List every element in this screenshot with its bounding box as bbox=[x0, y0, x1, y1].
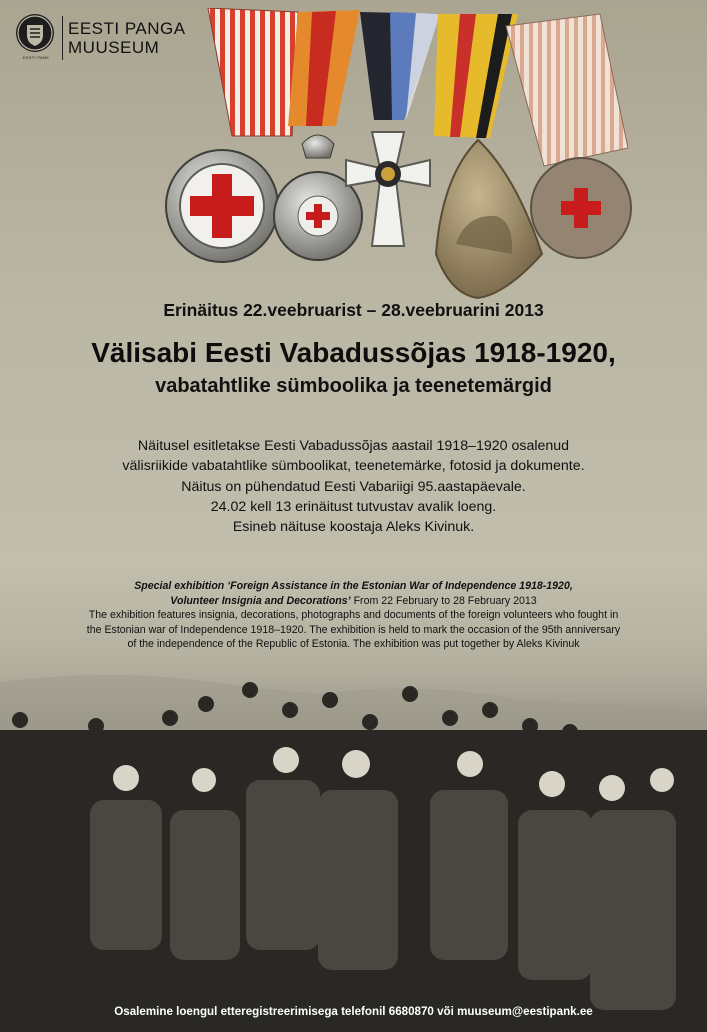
exhibition-subtitle: vabatahtlike sümboolika ja teenetemärgid bbox=[155, 375, 552, 397]
description-line: Näitusel esitletakse Eesti Vabadussõjas aastail 1918–1920 osalenud bbox=[137, 438, 570, 454]
logo-line-1: EESTI PANGA bbox=[68, 19, 186, 38]
seal-caption: EESTI PANK bbox=[22, 55, 50, 60]
english-body-line: of the independence of the Republic of Estonia. The exhibition was put together by Aleks Kivinuk bbox=[127, 638, 580, 651]
medal-round-red-cross bbox=[531, 158, 631, 258]
english-description bbox=[0, 579, 707, 652]
logo-divider bbox=[62, 16, 63, 60]
medal-crowned-badge bbox=[274, 135, 362, 260]
exhibition-title: Välisabi Eesti Vabadussõjas 1918-1920, bbox=[91, 337, 616, 368]
medal-ribbon-yellow bbox=[434, 14, 518, 138]
english-dates: From 22 February to 28 February 2013 bbox=[350, 594, 537, 607]
volunteers-group-photo bbox=[0, 660, 707, 1032]
exhibition-dates: Erinäitus 22.veebruarist – 28.veebruarini 2013 bbox=[163, 300, 544, 320]
english-body-line: the Estonian war of Independence 1918–1920. The exhibition is held to mark the occasion of the 95th anniversary bbox=[86, 623, 621, 636]
description-line: Esineb näituse koostaja Aleks Kivinuk. bbox=[232, 519, 475, 536]
english-body-line: The exhibition features insignia, decorations, photographs and documents of the foreign volunteers who fought in bbox=[88, 609, 619, 622]
english-title-line-2: Volunteer Insignia and Decorations’ bbox=[170, 594, 351, 607]
estonian-description bbox=[0, 436, 707, 537]
description-line: 24.02 kell 13 erinäitust tutvustav avalik loeng. bbox=[210, 498, 497, 515]
medal-ribbon-orange bbox=[288, 10, 360, 126]
medal-ribbon-red-white bbox=[208, 8, 298, 136]
registration-footer: Osalemine loengul etteregistreerimisega telefonil 6680870 või muuseum@eestipank.ee bbox=[114, 1005, 593, 1018]
medal-bronze-helmet bbox=[436, 140, 542, 298]
description-line: Näitus on pühendatud Eesti Vabariigi 95.aastapäevale. bbox=[181, 478, 526, 495]
medals-illustration bbox=[160, 8, 650, 300]
english-title-line-1: Special exhibition ‘Foreign Assistance in the Estonian War of Independence 1918-1920, bbox=[134, 580, 573, 592]
coat-of-arms-seal-icon bbox=[16, 14, 54, 52]
description-line: välisriikide vabatahtlike sümboolikat, teenetemärke, fotosid ja dokumente. bbox=[122, 458, 585, 475]
medal-ribbon-black-blue bbox=[360, 12, 440, 120]
medal-wreath-red-cross bbox=[166, 150, 278, 262]
logo-line-2: MUUSEUM bbox=[68, 38, 160, 57]
medal-ribbon-pink bbox=[506, 14, 628, 166]
